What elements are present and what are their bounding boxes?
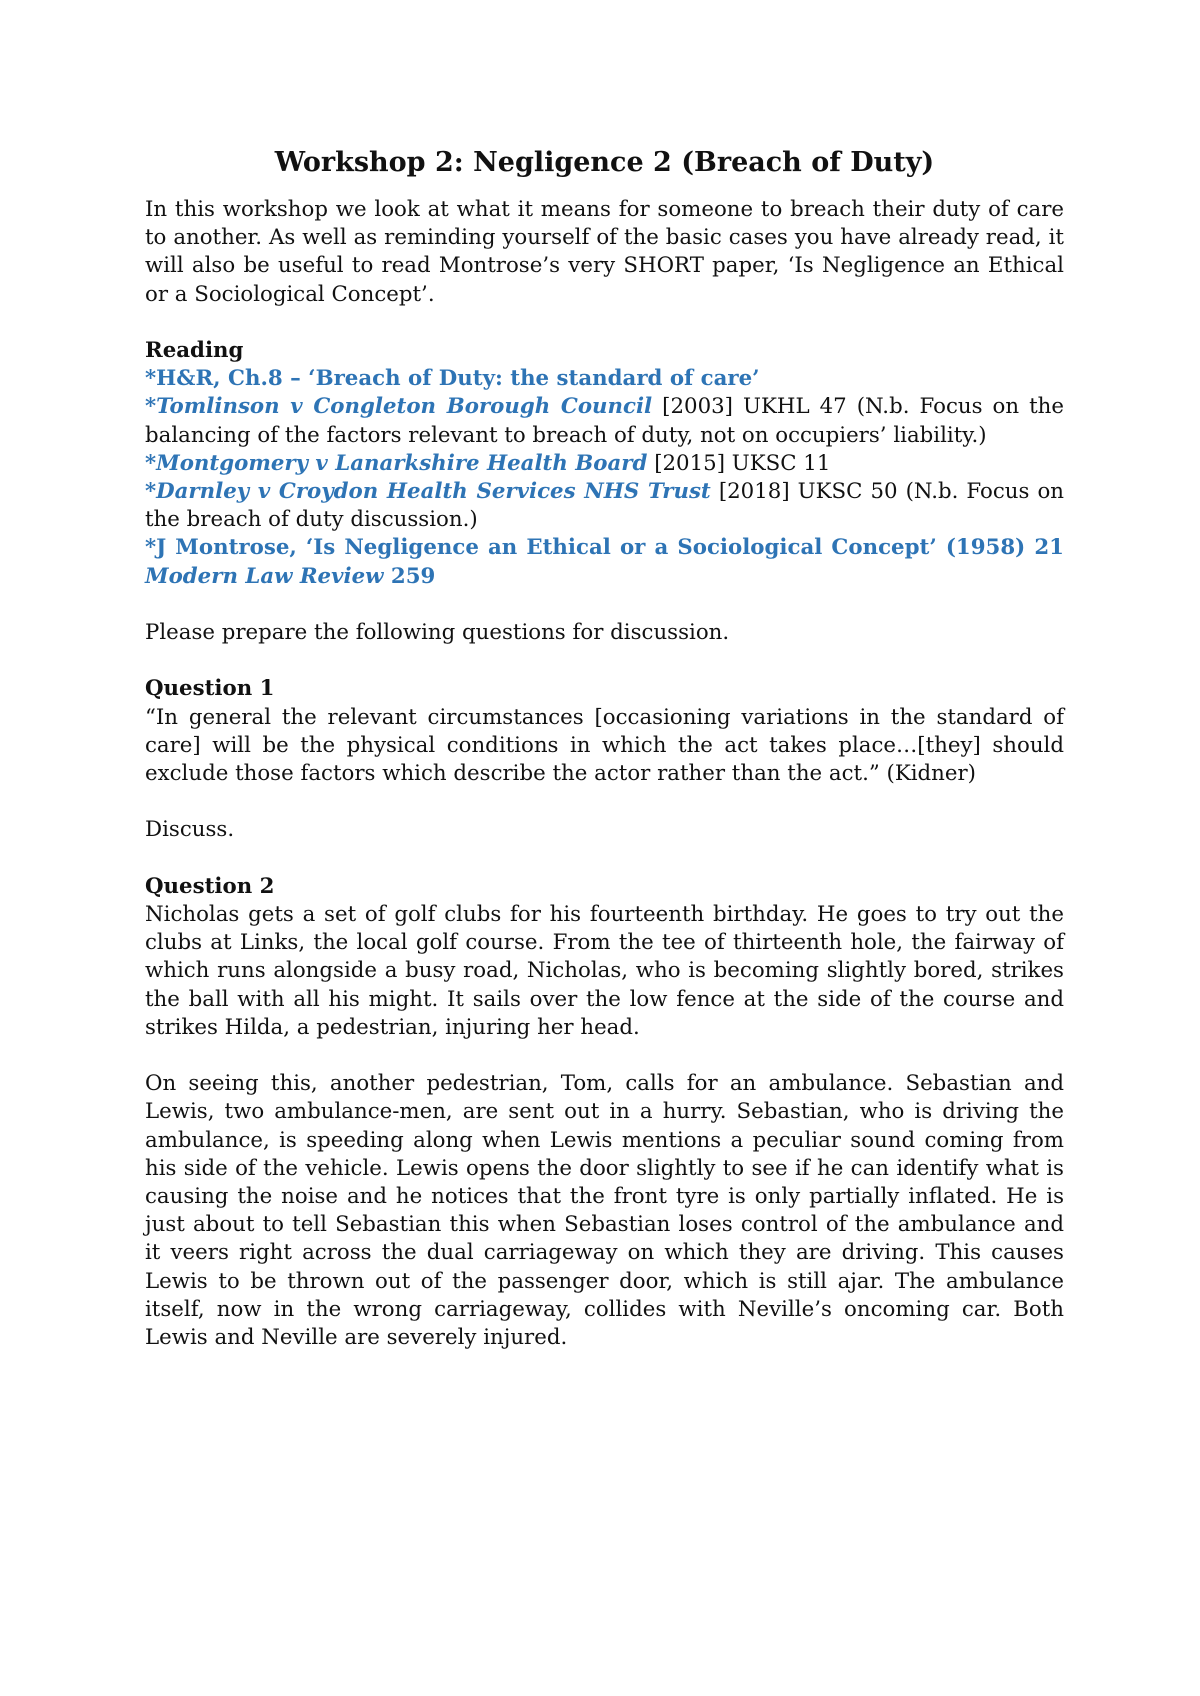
reading-item-3-cite: [2015] UKSC 11 [647,450,831,476]
reading-item-4-case: *Darnley v Croydon Health Services NHS Trust [145,479,711,505]
question-2-paragraph-2: On seeing this, another pedestrian, Tom, calls for an ambulance. Sebastian and Lewis, two ambulance-men, are sent out in a hurry. Sebastian, who is driving the ambulance, is speeding along when Lewis mentions a peculiar sound coming from his side of the vehicle. Lewis opens the door slightly to see if he can identify what is causing the noise and he notices that the front tyre is only partially inflated. He is just about to tell Sebastian this when Sebastian loses control of the ambulance and it veers right across the dual carriageway on which they are driving. This causes Lewis to be thrown out of the passenger door, which is still ajar. The ambulance itself, now in the wrong carriageway, collides with Neville’s oncoming car. Both Lewis and Neville are severely injured. [145,1071,1064,1351]
reading-item-1-title: *H&R, Ch.8 – ‘Breach of Duty: the standard of care’ [145,366,760,392]
reading-item-4 [145,478,1064,534]
reading-item-3-case: *Montgomery v Lanarkshire Health Board [145,450,648,476]
reading-item-2-case: *Tomlinson v Congleton Borough Council [145,394,653,420]
reading-item-5 [145,534,1064,590]
question-1-heading: Question 1 [145,676,275,702]
reading-item-4-cite: [2018] UKSC 50 (N.b. Focus on the breach of duty discussion.) [145,479,1065,533]
reading-item-2-cite: [2003] UKHL 47 (N.b. Focus on the balancing of the factors relevant to breach of duty, not on occupiers’ liability.) [145,394,1064,448]
reading-item-1 [145,365,1064,393]
intro-paragraph: In this workshop we look at what it means for someone to breach their duty of care to another. As well as reminding yourself of the basic cases you have already read, it will also be useful to read Montrose’s very SHORT paper, ‘Is Negligence an Ethical or a Sociological Concept’. [145,197,1064,307]
reading-item-3 [145,450,1064,478]
reading-item-5-text: *J Montrose, ‘Is Negligence an Ethical or a Sociological Concept’ (1958) 21 [145,535,1064,561]
question-1-quote: “In general the relevant circumstances [occasioning variations in the standard of care] will be the physical conditions in which the act takes place…[they] should exclude those factors which describe the actor rather than the act.” (Kidner) [145,704,1064,787]
question-2-heading: Question 2 [145,873,275,899]
question-2-paragraph-1: Nicholas gets a set of golf clubs for his fourteenth birthday. He goes to try out the clubs at Links, the local golf course. From the tee of thirteenth hole, the fairway of which runs alongside a busy road, Nicholas, who is becoming slightly bored, strikes the ball with all his might. It sails over the low fence at the side of the course and strikes Hilda, a pedestrian, injuring her head. [145,902,1064,1040]
reading-heading: Reading [145,338,244,363]
reading-item-5-journal: Modern Law Review [145,563,384,589]
question-1-discuss: Discuss. [145,817,235,843]
page-title: Workshop 2: Negligence 2 (Breach of Duty) [274,147,935,178]
reading-item-5-page: 259 [383,563,436,589]
reading-item-2 [145,393,1064,449]
prepare-instruction: Please prepare the following questions for discussion. [145,620,730,646]
